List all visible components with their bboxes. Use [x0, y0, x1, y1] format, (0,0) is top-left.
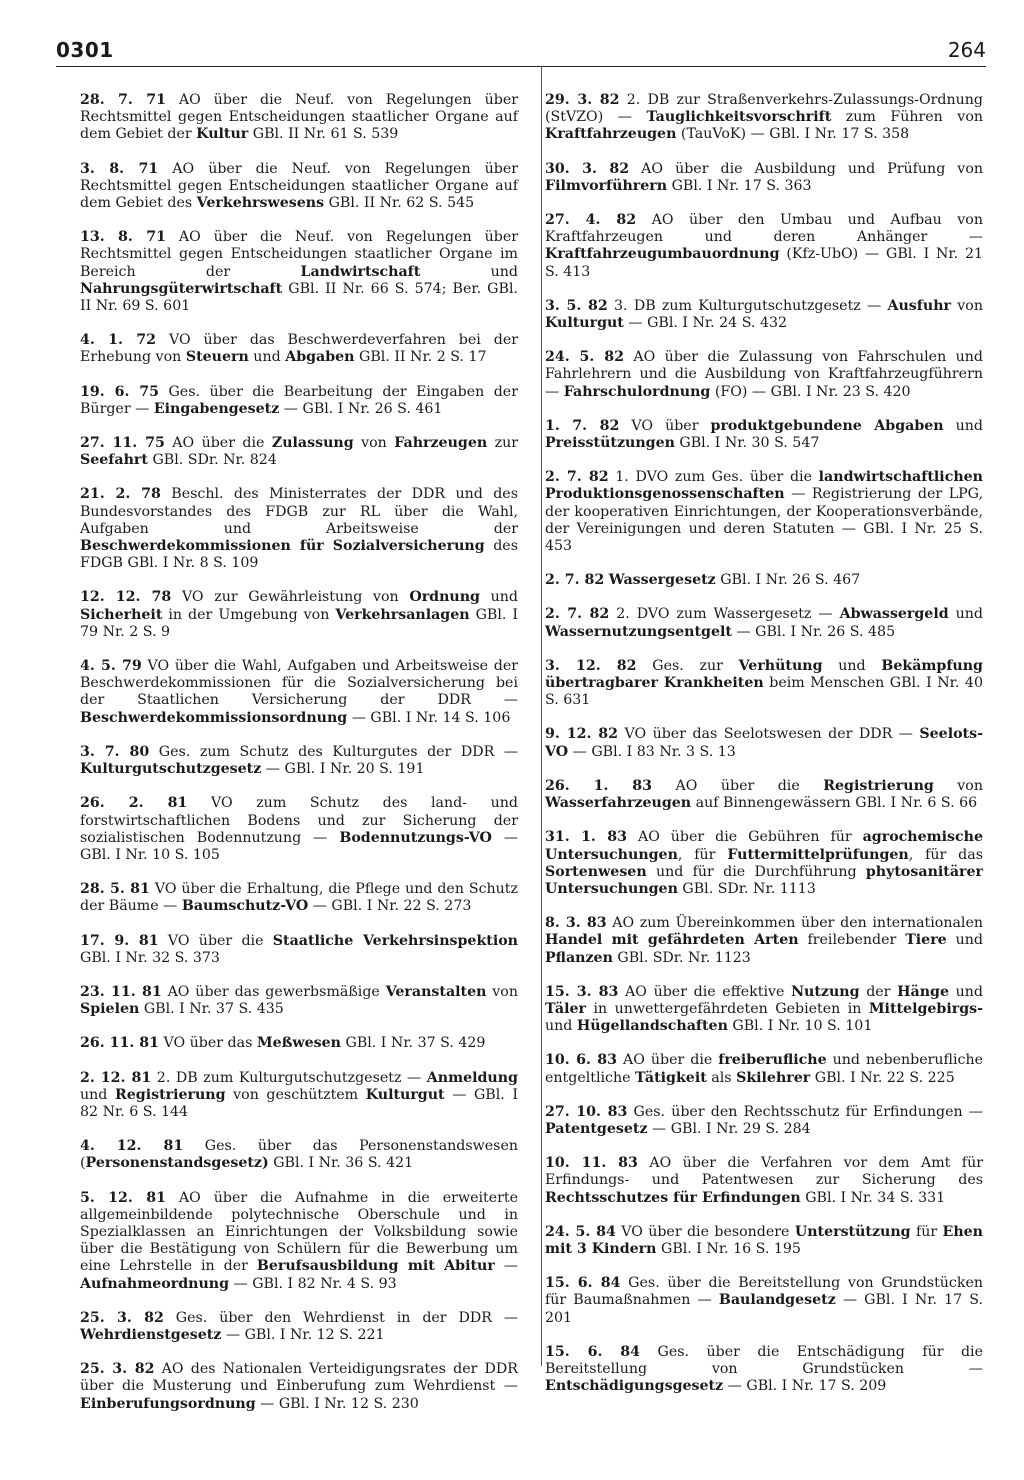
entry-text: 2. DB zum Kulturgutschutzgesetz — — [151, 1069, 427, 1086]
page-code: 0301 — [56, 38, 114, 62]
law-entry — [80, 229, 518, 315]
entry-date: 27. 10. 83 — [545, 1103, 628, 1120]
entry-date: 27. 4. 82 — [545, 212, 637, 229]
entry-text: und für die Durchführung — [646, 863, 866, 880]
entry-date: 13. 8. 71 — [80, 229, 166, 246]
law-entry — [80, 1070, 518, 1122]
entry-text: AO über die Verfahren vor dem Amt für Erfindungs- und Patentwesen zur Sicherung des — [545, 1155, 983, 1189]
law-entry — [545, 1104, 983, 1138]
entry-date: 26. 2. 81 — [80, 795, 188, 812]
entry-keyword: Futtermittelprüfungen — [727, 846, 909, 863]
entry-date: 31. 1. 83 — [545, 829, 628, 846]
entry-date: 21. 2. 78 — [80, 486, 161, 503]
entry-text: und — [822, 657, 882, 674]
entry-keyword: agrochemische Untersuchungen — [545, 829, 984, 863]
entry-text: GBl. I Nr. 17 S. 363 — [667, 177, 812, 194]
entry-date: 2. 7. 82 — [545, 572, 605, 589]
entry-date: 15. 6. 84 — [545, 1275, 621, 1292]
entry-keyword: Wassernutzungsentgelt — [545, 623, 732, 640]
law-entry — [80, 589, 518, 641]
entry-text: VO über die — [158, 932, 273, 949]
entry-date: 23. 11. 81 — [80, 983, 162, 1000]
law-entry — [545, 212, 983, 281]
law-entry — [545, 1155, 983, 1207]
entry-text: VO über die besondere — [615, 1223, 795, 1240]
entry-keyword: Entschädigungsgesetz — [545, 1378, 724, 1395]
entry-text: AO über die Ausbildung und Prüfung von — [629, 160, 983, 177]
entry-text: und — [420, 263, 518, 280]
entry-date: 17. 9. 81 — [80, 932, 159, 949]
entry-date: 4. 5. 79 — [80, 658, 142, 675]
law-entry — [80, 1361, 518, 1413]
entry-text: GBl. I 79 Nr. 2 S. 9 — [80, 606, 518, 640]
entry-keyword: Ehen mit 3 Kindern — [545, 1223, 983, 1257]
entry-text: AO über die — [617, 1052, 719, 1069]
entry-keyword: Fahrschulordnung — [563, 383, 711, 400]
entry-keyword: Sortenwesen — [545, 863, 647, 880]
entry-text: 3. DB zum Kulturgutschutzgesetz — — [607, 297, 888, 314]
entry-keyword: Verkehrswesens — [196, 195, 325, 212]
entry-keyword: Skilehrer — [736, 1069, 811, 1086]
entry-keyword: Kulturgut — [365, 1086, 445, 1103]
entry-text: — GBl. I Nr. 14 S. 106 — [347, 709, 511, 726]
entry-text: GBl. I Nr. 36 S. 421 — [268, 1155, 414, 1172]
entry-text: von geschütztem — [225, 1086, 366, 1103]
entry-keyword: Filmvorführern — [545, 177, 668, 194]
entry-text: GBl. SDr. Nr. 1123 — [612, 949, 751, 966]
entry-text: (FO) — GBl. I Nr. 23 S. 420 — [710, 383, 911, 400]
entry-text: 1. DVO zum Ges. über die — [608, 469, 819, 486]
entry-date: 12. 12. 78 — [80, 589, 172, 606]
entry-keyword: Einberufungsordnung — [80, 1395, 256, 1412]
entry-text: Ges. über die Bearbeitung der Eingaben der Bürger — — [80, 383, 518, 417]
law-entry — [545, 829, 983, 898]
entry-keyword: Verhütung — [738, 657, 823, 674]
entry-text: und — [948, 983, 983, 1000]
entry-keyword: Mittelgebirgs- — [868, 1000, 983, 1017]
entry-text: von — [933, 777, 983, 794]
entry-text: GBl. I Nr. 32 S. 373 — [80, 949, 220, 966]
entry-text: , für das — [908, 846, 983, 863]
entry-text: Ges. über das Personenstandswesen ( — [80, 1138, 519, 1172]
entry-keyword: freiberufliche — [718, 1052, 827, 1069]
entry-keyword: Baumschutz-VO — [181, 898, 309, 915]
entry-text: GBl. I Nr. 10 S. 101 — [727, 1018, 873, 1035]
entry-keyword: Registrierung — [823, 777, 934, 794]
entry-date: 26. 1. 83 — [545, 777, 653, 794]
entry-text: Ges. über den Wehrdienst in der DDR — — [163, 1309, 518, 1326]
law-entry — [545, 298, 983, 332]
entry-keyword: Staatliche Verkehrsinspektion — [272, 932, 518, 949]
entry-text: — GBl. I Nr. 22 S. 273 — [308, 898, 472, 915]
entry-keyword: Bekämpfung übertragbarer Krankheiten — [545, 657, 983, 692]
law-entry — [80, 1190, 518, 1293]
entry-keyword: Nahrungsgüterwirtschaft — [80, 280, 283, 297]
entry-text: AO über das gewerbsmäßige — [161, 983, 386, 1000]
entry-date: 4. 12. 81 — [80, 1138, 184, 1155]
entry-keyword: Abgaben — [285, 349, 355, 366]
entry-text: in unwettergefährdeten Gebieten in — [585, 1000, 869, 1017]
entry-text: , für — [677, 846, 728, 863]
entry-text: GBl. I Nr. 26 S. 467 — [715, 572, 861, 589]
entry-text: Ges. zur — [636, 657, 739, 674]
entry-text: GBl. SDr. Nr. 824 — [147, 452, 277, 469]
entry-text: AO über die Zulassung von Fahrschulen und Fahrlehrern und die Ausbildung von Kraftfahrzeugführern — — [545, 349, 983, 400]
law-entry — [80, 658, 518, 727]
entry-text: AO über die — [652, 777, 824, 794]
entry-keyword: Verkehrsanlagen — [335, 606, 470, 623]
entry-text: als — [706, 1069, 737, 1086]
entry-text: 2. DB zur Straßenverkehrs-Zulassungs-Ordnung (StVZO) — — [545, 92, 983, 126]
entry-text: und — [545, 1018, 577, 1035]
entry-text: AO über die Neuf. von Regelungen über Rechtsmittel gegen Entscheidungen staatlicher Organe auf dem Gebiet der — [80, 92, 518, 143]
entry-keyword: Wasserfahrzeugen — [545, 795, 692, 812]
entry-text: — GBl. I Nr. 12 S. 230 — [255, 1395, 419, 1412]
law-entry — [545, 161, 983, 195]
entry-text: freilebender — [798, 932, 906, 949]
entry-text: — GBl. I 82 Nr. 6 S. 144 — [80, 1086, 518, 1120]
law-entry — [80, 435, 518, 469]
entry-date: 8. 3. 83 — [545, 915, 607, 932]
entry-date: 15. 6. 84 — [545, 1343, 641, 1360]
entry-date: 1. 7. 82 — [545, 417, 620, 434]
entry-text: des FDGB GBl. I Nr. 8 S. 109 — [80, 538, 518, 572]
header-rule — [56, 66, 986, 67]
entry-text: AO über den Umbau und Aufbau von Kraftfahrzeugen und deren Anhänger — — [545, 212, 983, 246]
entry-keyword: Personenstandsgesetz) — [85, 1155, 269, 1172]
entry-keyword: Ausfuhr — [887, 297, 952, 314]
entry-keyword: Seelots-VO — [545, 726, 983, 760]
entry-keyword: Kulturgut — [545, 315, 624, 332]
entry-text: Ges. über die Bereitstellung von Grundstücken für Baumaßnahmen — — [545, 1275, 983, 1309]
entry-text: und — [80, 1086, 115, 1103]
entry-date: 3. 5. 82 — [545, 297, 608, 314]
entry-text: AO zum Übereinkommen über den internationalen — [606, 915, 983, 932]
entry-text: und nebenberufliche entgeltliche — [545, 1052, 983, 1086]
entry-text: — GBl. I 82 Nr. 4 S. 93 — [229, 1275, 397, 1292]
entry-date: 10. 6. 83 — [545, 1052, 618, 1069]
entry-keyword: Meßwesen — [256, 1035, 341, 1052]
entry-text: VO zur Gewährleistung von — [171, 589, 410, 606]
entry-text: VO über das Seelotswesen der DDR — — [618, 726, 920, 743]
column-divider — [541, 66, 542, 1366]
law-entry — [80, 1138, 518, 1172]
law-entry — [545, 658, 983, 710]
entry-keyword: Rechtsschutzes für Erfindungen — [545, 1189, 801, 1206]
entry-date: 2. 7. 82 — [545, 469, 609, 486]
entry-text: zum Führen von — [831, 109, 983, 126]
law-entry — [545, 92, 983, 144]
entry-date: 30. 3. 82 — [545, 160, 630, 177]
entry-text: GBl. I Nr. 34 S. 331 — [800, 1189, 946, 1206]
page-number: 264 — [947, 38, 986, 62]
law-entry — [80, 795, 518, 864]
law-entry — [80, 92, 518, 144]
entry-keyword: Baulandgesetz — [718, 1292, 836, 1309]
law-entry — [80, 744, 518, 778]
entry-keyword: Landwirtschaft — [300, 263, 421, 280]
entry-text: beim Menschen GBl. I Nr. 40 S. 631 — [545, 675, 983, 709]
entry-keyword: Beschwerdekommissionen für Sozialversicherung — [80, 538, 485, 555]
entry-keyword: Hügellandschaften — [576, 1018, 728, 1035]
entry-keyword: Patentgesetz — [545, 1120, 648, 1137]
entry-date: 28. 5. 81 — [80, 881, 150, 898]
law-entry — [80, 332, 518, 366]
law-entry — [545, 1344, 983, 1396]
entry-keyword: phytosanitärer Untersuchungen — [545, 863, 983, 897]
entry-text: und — [248, 349, 286, 366]
entry-text: AO über die effektive — [618, 983, 792, 1000]
law-entry — [80, 1310, 518, 1344]
entry-text: AO über die Gebühren für — [627, 829, 863, 846]
law-entry — [80, 881, 518, 915]
law-entry — [80, 384, 518, 418]
entry-keyword: Unterstützung — [794, 1223, 911, 1240]
entry-text: von — [951, 297, 983, 314]
entry-text: von — [353, 435, 395, 452]
entry-text: GBl. I Nr. 37 S. 435 — [139, 1001, 284, 1018]
entry-text: und — [479, 589, 518, 606]
entry-date: 10. 11. 83 — [545, 1155, 638, 1172]
entry-text: AO des Nationalen Verteidigungsrates der DDR über die Musterung und Einberufung zum Wehrdienst — — [80, 1361, 518, 1395]
law-entry — [545, 1275, 983, 1327]
entry-text: VO über die Wahl, Aufgaben und Arbeitsweise der Beschwerdekommissionen für die Sozialversicherung bei der Staatlichen Versicherung der DDR — — [80, 658, 519, 709]
entry-keyword: Abwassergeld — [839, 606, 949, 623]
entry-text: auf Binnengewässern GBl. I Nr. 6 S. 66 — [691, 795, 978, 812]
law-entry — [545, 606, 983, 640]
law-entry — [545, 984, 983, 1036]
entry-date: 25. 3. 82 — [80, 1309, 164, 1326]
law-entry — [545, 778, 983, 812]
entry-text: — GBl. I 83 Nr. 3 S. 13 — [568, 743, 736, 760]
entry-keyword: Spielen — [80, 1001, 140, 1018]
entry-text: Ges. über den Rechtsschutz für Erfindungen — — [627, 1103, 983, 1120]
entry-keyword: Täler — [545, 1000, 586, 1017]
entry-keyword: Registrierung — [114, 1086, 226, 1103]
entry-date: 27. 11. 75 — [80, 435, 165, 452]
entry-keyword: landwirtschaftlichen Produktionsgenossenschaften — [545, 469, 983, 503]
entry-text: AO über die Aufnahme in die erweiterte allgemeinbildende polytechnische Oberschule und in Spezialklassen an Einrichtungen der Volksbildung sowie über die Bestätigung von Schülern für die Bewerbung um eine Lehrstelle in der — [80, 1189, 518, 1275]
entry-date: 4. 1. 72 — [80, 332, 157, 349]
entry-text: Ges. zum Schutz des Kulturgutes der DDR — — [149, 743, 518, 760]
entry-text: VO über die Erhaltung, die Pflege und den Schutz der Bäume — — [80, 881, 518, 915]
entry-text: — GBl. I Nr. 20 S. 191 — [261, 761, 425, 778]
entry-text: VO zum Schutz des land- und forstwirtschaftlichen Bodens und zur Sicherung der sozialistischen Bodennutzung — — [80, 795, 518, 846]
entry-text: (Kfz-UbO) — GBl. I Nr. 21 S. 413 — [545, 246, 983, 280]
entry-keyword: Preisstützungen — [545, 435, 675, 452]
law-entry — [80, 1035, 518, 1052]
entry-keyword: Fahrzeugen — [394, 435, 488, 452]
entry-keyword: Anmeldung — [426, 1069, 518, 1086]
entry-keyword: produktgebundene Abgaben — [710, 417, 944, 434]
entry-text: — GBl. I Nr. 29 S. 284 — [647, 1120, 811, 1137]
entry-text: GBl. II Nr. 61 S. 539 — [248, 126, 399, 143]
entry-date: 2. 7. 82 — [545, 606, 610, 623]
entry-keyword: Eingabengesetz — [153, 400, 280, 417]
law-entry — [80, 486, 518, 572]
entry-text: AO über die Neuf. von Regelungen über Rechtsmittel gegen Entscheidungen staatlicher Organe auf dem Gebiet des — [80, 160, 519, 212]
entry-keyword: Tiere — [905, 932, 947, 949]
entry-date: 28. 7. 71 — [80, 92, 166, 108]
entry-keyword: Ordnung — [409, 589, 480, 606]
entry-text: und — [948, 606, 983, 623]
entry-text: und — [946, 932, 983, 949]
entry-text: — GBl. I Nr. 26 S. 485 — [731, 623, 896, 640]
entry-text: GBl. I Nr. 16 S. 195 — [656, 1240, 801, 1257]
entry-text: AO über die Neuf. von Regelungen über Rechtsmittel gegen Entscheidungen staatlicher Organe im Bereich der — [80, 229, 518, 280]
entry-text: der — [859, 983, 898, 1000]
entry-date: 15. 3. 83 — [545, 983, 619, 1000]
entry-text: GBl. II Nr. 66 S. 574; Ber. GBl. II Nr. 69 S. 601 — [80, 280, 518, 315]
entry-text: GBl. II Nr. 62 S. 545 — [324, 195, 475, 212]
page-header — [56, 38, 986, 66]
entry-keyword: Kraftfahrzeugen — [545, 126, 677, 143]
entry-text: VO über das — [159, 1035, 257, 1052]
entry-keyword: Wehrdienstgesetz — [80, 1326, 222, 1343]
entry-text: — GBl. I Nr. 24 S. 432 — [623, 315, 788, 332]
entry-text: 2. DVO zum Wassergesetz — — [609, 606, 840, 623]
entry-keyword: Seefahrt — [80, 452, 148, 469]
entry-text: zur — [487, 435, 518, 452]
entry-text: — Registrierung der LPG, der kooperativen Einrichtungen, der Kooperationsverbände, der Vereinigungen und deren Statuten — GBl. I Nr. 25 S. 453 — [545, 486, 983, 555]
law-entry — [545, 418, 983, 452]
entry-text: GBl. I Nr. 30 S. 547 — [674, 435, 820, 452]
entry-date: 3. 8. 71 — [80, 160, 159, 177]
entry-date: 3. 12. 82 — [545, 657, 637, 674]
entry-text: — — [494, 1258, 518, 1275]
entry-keyword: Tätigkeit — [635, 1069, 707, 1086]
entry-text: AO über die — [164, 435, 272, 452]
entry-text: — GBl. I Nr. 17 S. 209 — [723, 1378, 887, 1395]
entry-text: — GBl. I Nr. 10 S. 105 — [80, 829, 518, 863]
law-entry — [545, 1052, 983, 1086]
entry-keyword: Sicherheit — [80, 606, 163, 623]
entry-date: 25. 3. 82 — [80, 1361, 155, 1378]
entry-text: und — [943, 417, 983, 434]
entry-text: von — [486, 983, 518, 1000]
law-entry — [545, 726, 983, 760]
entry-date: 24. 5. 82 — [545, 349, 624, 366]
entry-text: GBl. II Nr. 2 S. 17 — [354, 349, 487, 366]
law-entry — [80, 933, 518, 967]
entry-text: — GBl. I Nr. 17 S. 201 — [545, 1292, 983, 1326]
entry-keyword: Veranstalten — [385, 983, 487, 1000]
entry-keyword: Nutzung — [791, 983, 860, 1000]
entry-keyword: Zulassung — [271, 435, 354, 452]
entry-keyword: Bodennutzungs-VO — [339, 829, 492, 846]
entry-date: 19. 6. 75 — [80, 383, 160, 400]
entry-keyword: Pflanzen — [545, 949, 613, 966]
entry-text: GBl. I Nr. 37 S. 429 — [340, 1035, 486, 1052]
law-entry — [545, 915, 983, 967]
entry-date: 29. 3. 82 — [545, 92, 620, 108]
entry-date: 9. 12. 82 — [545, 726, 619, 743]
entry-text: (TauVoK) — GBl. I Nr. 17 S. 358 — [676, 126, 910, 143]
entry-text: in der Umgebung von — [162, 606, 336, 623]
entry-keyword: Hänge — [897, 983, 949, 1000]
left-column — [80, 92, 518, 1430]
law-entry — [80, 984, 518, 1018]
entry-keyword: Berufsausbildung mit Abitur — [256, 1258, 495, 1275]
entry-date: 24. 5. 84 — [545, 1223, 616, 1240]
entry-date: 3. 7. 80 — [80, 743, 150, 760]
right-column — [545, 92, 983, 1412]
entry-text: — GBl. I Nr. 12 S. 221 — [221, 1326, 385, 1343]
entry-keyword: Steuern — [185, 349, 249, 366]
entry-keyword: Tauglichkeitsvorschrift — [646, 109, 832, 126]
entry-date: 2. 12. 81 — [80, 1069, 152, 1086]
law-entry — [545, 572, 983, 589]
law-entry — [80, 161, 518, 213]
entry-date: 26. 11. 81 — [80, 1035, 159, 1052]
entry-text: VO über — [619, 417, 711, 434]
entry-text: GBl. SDr. Nr. 1113 — [677, 880, 816, 897]
entry-text: — GBl. I Nr. 26 S. 461 — [279, 400, 443, 417]
entry-date: 5. 12. 81 — [80, 1189, 166, 1206]
entry-text: GBl. I Nr. 22 S. 225 — [810, 1069, 955, 1086]
entry-keyword: Kulturgutschutzgesetz — [80, 761, 262, 778]
entry-keyword: Handel mit gefährdeten Arten — [545, 932, 799, 949]
entry-text: für — [910, 1223, 943, 1240]
entry-text: Beschl. des Ministerrates der DDR und des Bundesvorstandes des FDGB zur RL über die Wahl, Aufgaben und Arbeitsweise der — [80, 486, 518, 537]
law-entry — [545, 349, 983, 401]
entry-text: VO über das Beschwerdeverfahren bei der Erhebung von — [80, 332, 518, 366]
entry-keyword: Kraftfahrzeugumbauordnung — [545, 246, 780, 263]
entry-keyword: Beschwerdekommissionsordnung — [80, 709, 348, 726]
entry-keyword: Wassergesetz — [608, 572, 716, 589]
entry-keyword: Aufnahmeordnung — [80, 1275, 230, 1292]
law-entry — [545, 1224, 983, 1258]
law-entry — [545, 469, 983, 555]
entry-text: Ges. über die Entschädigung für die Bereitstellung von Grundstücken — — [545, 1343, 983, 1377]
entry-keyword: Kultur — [196, 126, 249, 143]
